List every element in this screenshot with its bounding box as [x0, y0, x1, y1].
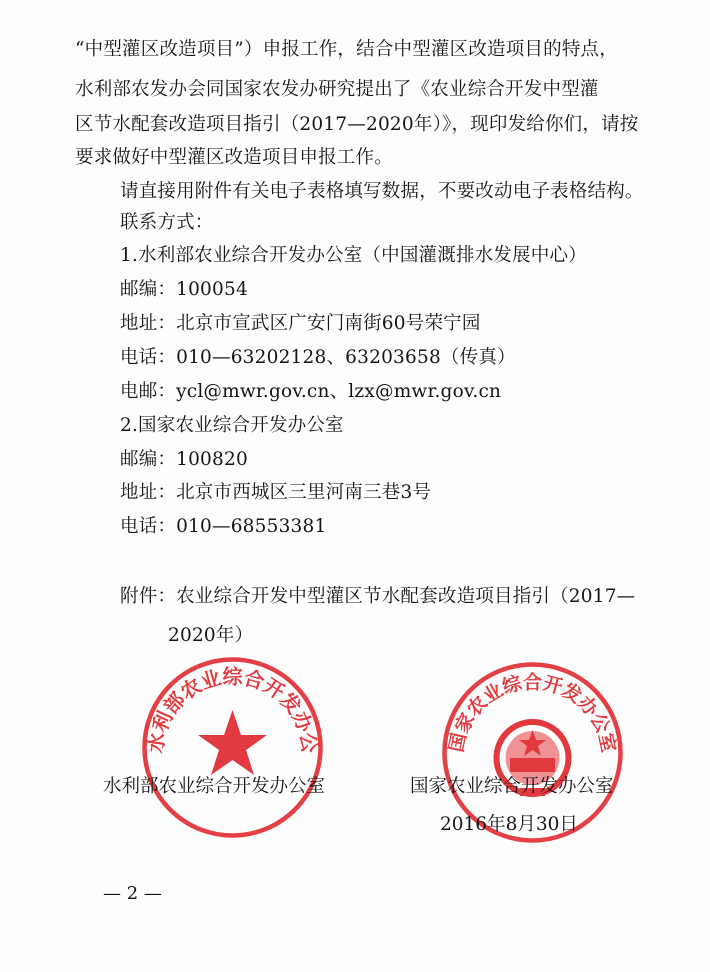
page-number: — 2 —: [103, 883, 162, 904]
contact1-phone: 电话：010—63202128、63203658（传真）: [120, 347, 516, 368]
para2: 请直接用附件有关电子表格填写数据，不要改动电子表格结构。: [120, 181, 644, 202]
contact2-name: 2.国家农业综合开发办公室: [120, 415, 344, 436]
contact2-address: 地址：北京市西城区三里河南三巷3号: [120, 482, 432, 503]
contact1-name: 1.水利部农业综合开发办公室（中国灌溉排水发展中心）: [120, 245, 587, 266]
para1-line3: 区节水配套改造项目指引（2017—2020年）》，现印发给你们，请按: [75, 114, 639, 135]
attachment-line2: 2020年）: [168, 625, 254, 646]
right-seal-text: 国家农业综合开发办公室: [445, 671, 620, 755]
contact1-email: 电邮：ycl@mwr.gov.cn、lzx@mwr.gov.cn: [120, 381, 502, 402]
contact2-phone: 电话：010—68553381: [120, 516, 327, 537]
contact1-address: 地址：北京市宣武区广安门南街60号荣宁园: [120, 313, 481, 334]
contact1-postcode: 邮编：100054: [120, 279, 248, 300]
para1-line2: 水利部农发办会同国家农发办研究提出了《农业综合开发中型灌: [75, 79, 599, 100]
attachment-line1: 附件：农业综合开发中型灌区节水配套改造项目指引（2017—: [120, 586, 636, 607]
star-icon: [198, 710, 267, 775]
para1-line1: “中型灌区改造项目”）申报工作，结合中型灌区改造项目的特点，: [75, 39, 618, 60]
left-official-seal: [140, 655, 325, 840]
signature-date: 2016年8月30日: [440, 814, 578, 835]
contact2-postcode: 邮编：100820: [120, 449, 248, 470]
left-seal-text: 水利部农业综合开发办公: [142, 664, 323, 755]
signature-right: 国家农业综合开发办公室: [410, 776, 614, 797]
signature-left: 水利部农业综合开发办公室: [103, 776, 326, 797]
para1-line4: 要求做好中型灌区改造项目申报工作。: [75, 147, 393, 168]
contact-heading: 联系方式：: [120, 212, 214, 233]
